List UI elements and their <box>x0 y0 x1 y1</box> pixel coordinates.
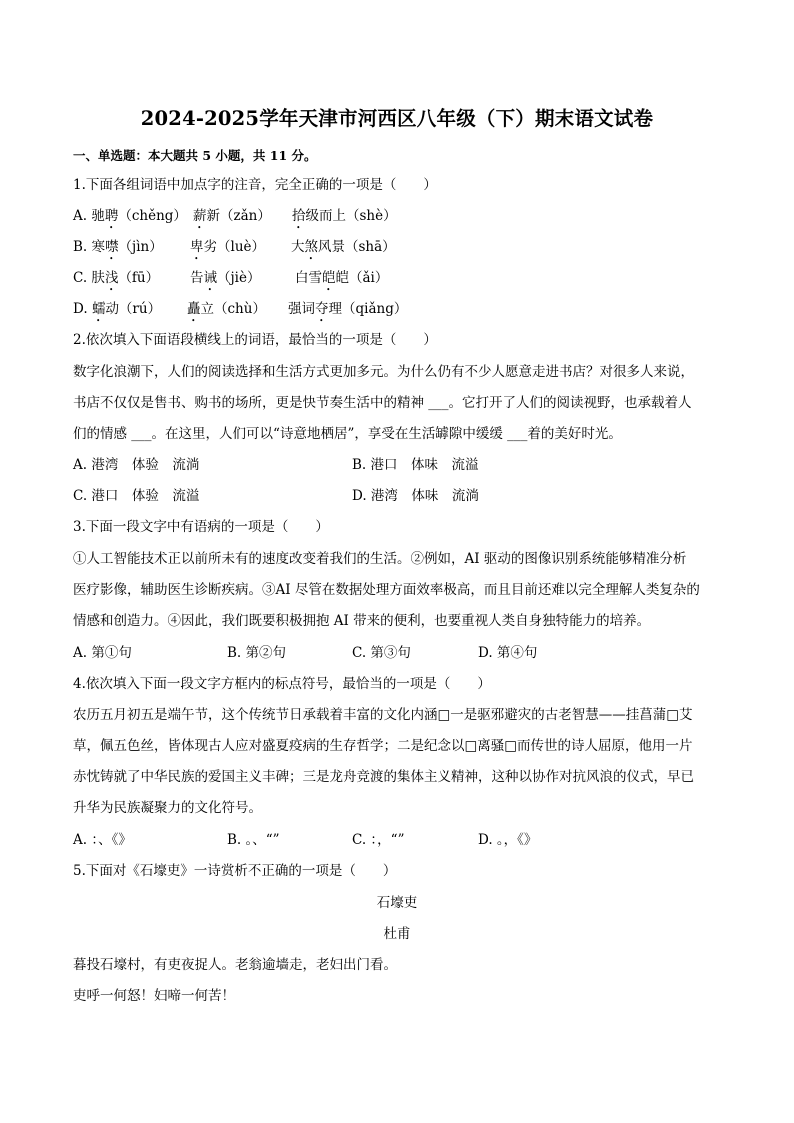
dotted-char: 薪 <box>193 208 207 224</box>
option-text: （jìn） <box>118 239 163 255</box>
question-2-passage-line: 数字化浪潮下，人们的阅读选择和生活方式更加多元。为什么仍有不少人愿意走进书店？对很多人来说， <box>73 364 694 380</box>
dotted-char: 皑 <box>322 270 336 286</box>
question-2-passage-line: 们的情感 ___。在这里，人们可以“诗意地栖居”，享受在生活罅隙中缓缓 ___着的美好时光。 <box>73 426 622 442</box>
poem-author: 杜甫 <box>383 926 411 942</box>
option-text: 理（qiǎng） <box>328 301 408 317</box>
question-2-option-d: D. 港湾 体味 流淌 <box>352 488 479 504</box>
question-3-passage-line: 医疗影像，辅助医生诊断疾病。③AI 尽管在数据处理方面效率极高，而且目前还难以完全理解人类复杂的 <box>73 582 700 598</box>
poem-line: 暮投石壕村，有吏夜捉人。老翁逾墙走，老妇出门看。 <box>73 957 397 973</box>
question-1-option-d-word-2 <box>187 299 266 325</box>
question-1-option-a <box>73 206 187 232</box>
option-text: 立（chù） <box>200 301 266 317</box>
dotted-char: 夺 <box>315 301 329 317</box>
option-text: 皑（ǎi） <box>335 270 389 286</box>
dotted-char: 煞 <box>304 239 318 255</box>
question-1-stem: 1.下面各组词语中加点字的注音，完全正确的一项是（ ） <box>73 177 437 193</box>
question-1-option-c-word-3 <box>295 268 388 294</box>
option-text: 劣（luè） <box>203 239 266 255</box>
dotted-char: 浅 <box>104 270 119 286</box>
option-text: 白雪 <box>295 270 322 286</box>
question-1-option-a-word-3 <box>292 206 397 232</box>
question-4-stem: 4.依次填入下面一段文字方框内的标点符号，最恰当的一项是（ ） <box>73 676 491 692</box>
question-4-passage-line: 升华为民族凝聚力的文化符号。 <box>73 800 262 816</box>
question-2-option-a: A. 港湾 体验 流淌 <box>73 457 200 473</box>
question-4-passage-line: 农历五月初五是端午节，这个传统节日承载着丰富的文化内涵□一是驱邪避灾的古老智慧——挂菖蒲□艾 <box>73 707 693 723</box>
option-text: 告 <box>190 270 204 286</box>
question-2-option-c: C. 港口 体验 流溢 <box>73 488 200 504</box>
poem-line: 吏呼一何怒！妇啼一何苦！ <box>73 988 235 1004</box>
option-text: 大 <box>291 239 305 255</box>
question-3-option-b: B. 第②句 <box>227 645 287 661</box>
question-2-passage-line: 书店不仅仅是售书、购书的场所，更是快节奏生活中的精神 ___。它打开了人们的阅读视野，也承载着人 <box>73 395 692 411</box>
question-3-passage-line: ①人工智能技术正以前所未有的速度改变着我们的生活。②例如，AI 驱动的图像识别系统能够精准分析 <box>73 551 687 567</box>
question-3-passage-line: 情感和创造力。④因此，我们既要积极拥抱 AI 带来的便利，也要重视人类自身独特能力的培养。 <box>73 613 651 629</box>
option-text: D. <box>73 301 92 317</box>
question-4-passage-line: 草，佩五色丝，皆体现古人应对盛夏疫病的生存哲学；二是纪念以□离骚□而传世的诗人屈原，他用一片 <box>73 738 693 754</box>
option-text: 级而上（shè） <box>305 208 397 224</box>
question-4-passage-line: 赤忱铸就了中华民族的爱国主义丰碑；三是龙舟竞渡的集体主义精神，这种以协作对抗风浪的仪式，早已 <box>73 769 694 785</box>
question-3-option-a: A. 第①句 <box>73 645 132 661</box>
question-1-option-c <box>73 268 159 294</box>
question-2-option-b: B. 港口 体味 流溢 <box>352 457 479 473</box>
option-text: （jiè） <box>217 270 261 286</box>
option-text: 动（rú） <box>105 301 162 317</box>
option-text: A. 驰 <box>73 208 105 224</box>
question-2-stem: 2.依次填入下面语段横线上的词语，最恰当的一项是（ ） <box>73 332 437 348</box>
option-text: 新（zǎn） <box>206 208 271 224</box>
question-3-option-c: C. 第③句 <box>352 645 411 661</box>
option-text: （chěng） <box>118 208 187 224</box>
poem-title: 石壕吏 <box>376 895 418 911</box>
question-5-stem: 5.下面对《石壕吏》一诗赏析不正确的一项是（ ） <box>73 863 397 879</box>
dotted-char: 矗 <box>187 301 201 317</box>
dotted-char: 拾 <box>292 208 306 224</box>
question-4-option-b: B. 。、“” <box>227 832 280 848</box>
question-4-option-d: D. 。，《》 <box>478 832 538 848</box>
question-1-option-c-word-2 <box>190 268 261 294</box>
question-3-option-d: D. 第④句 <box>478 645 538 661</box>
question-1-option-d <box>73 299 161 325</box>
page-title: 2024-2025学年天津市河西区八年级（下）期末语文试卷 <box>140 107 654 130</box>
question-1-option-b <box>73 237 163 263</box>
dotted-char: 蠕 <box>91 301 106 317</box>
dotted-char: 聘 <box>104 208 119 224</box>
dotted-char: 卑 <box>190 239 204 255</box>
option-text: B. 寒 <box>73 239 106 255</box>
dotted-char: 诫 <box>203 270 217 286</box>
question-1-option-a-word-2 <box>193 206 271 232</box>
option-text: C. 肤 <box>73 270 105 286</box>
question-1-option-b-word-3 <box>291 237 396 263</box>
option-text: （fū） <box>118 270 160 286</box>
option-text: 强词 <box>288 301 315 317</box>
question-4-option-c: C. ：，“” <box>352 832 405 848</box>
question-1-option-d-word-3 <box>288 299 407 325</box>
option-text: 风景（shā） <box>318 239 396 255</box>
section-heading: 一、单选题：本大题共 5 小题，共 11 分。 <box>73 148 317 163</box>
question-3-stem: 3.下面一段文字中有语病的一项是（ ） <box>73 519 329 535</box>
question-4-option-a: A. ：、《》 <box>73 832 132 848</box>
question-1-option-b-word-2 <box>190 237 265 263</box>
dotted-char: 噤 <box>105 239 119 255</box>
